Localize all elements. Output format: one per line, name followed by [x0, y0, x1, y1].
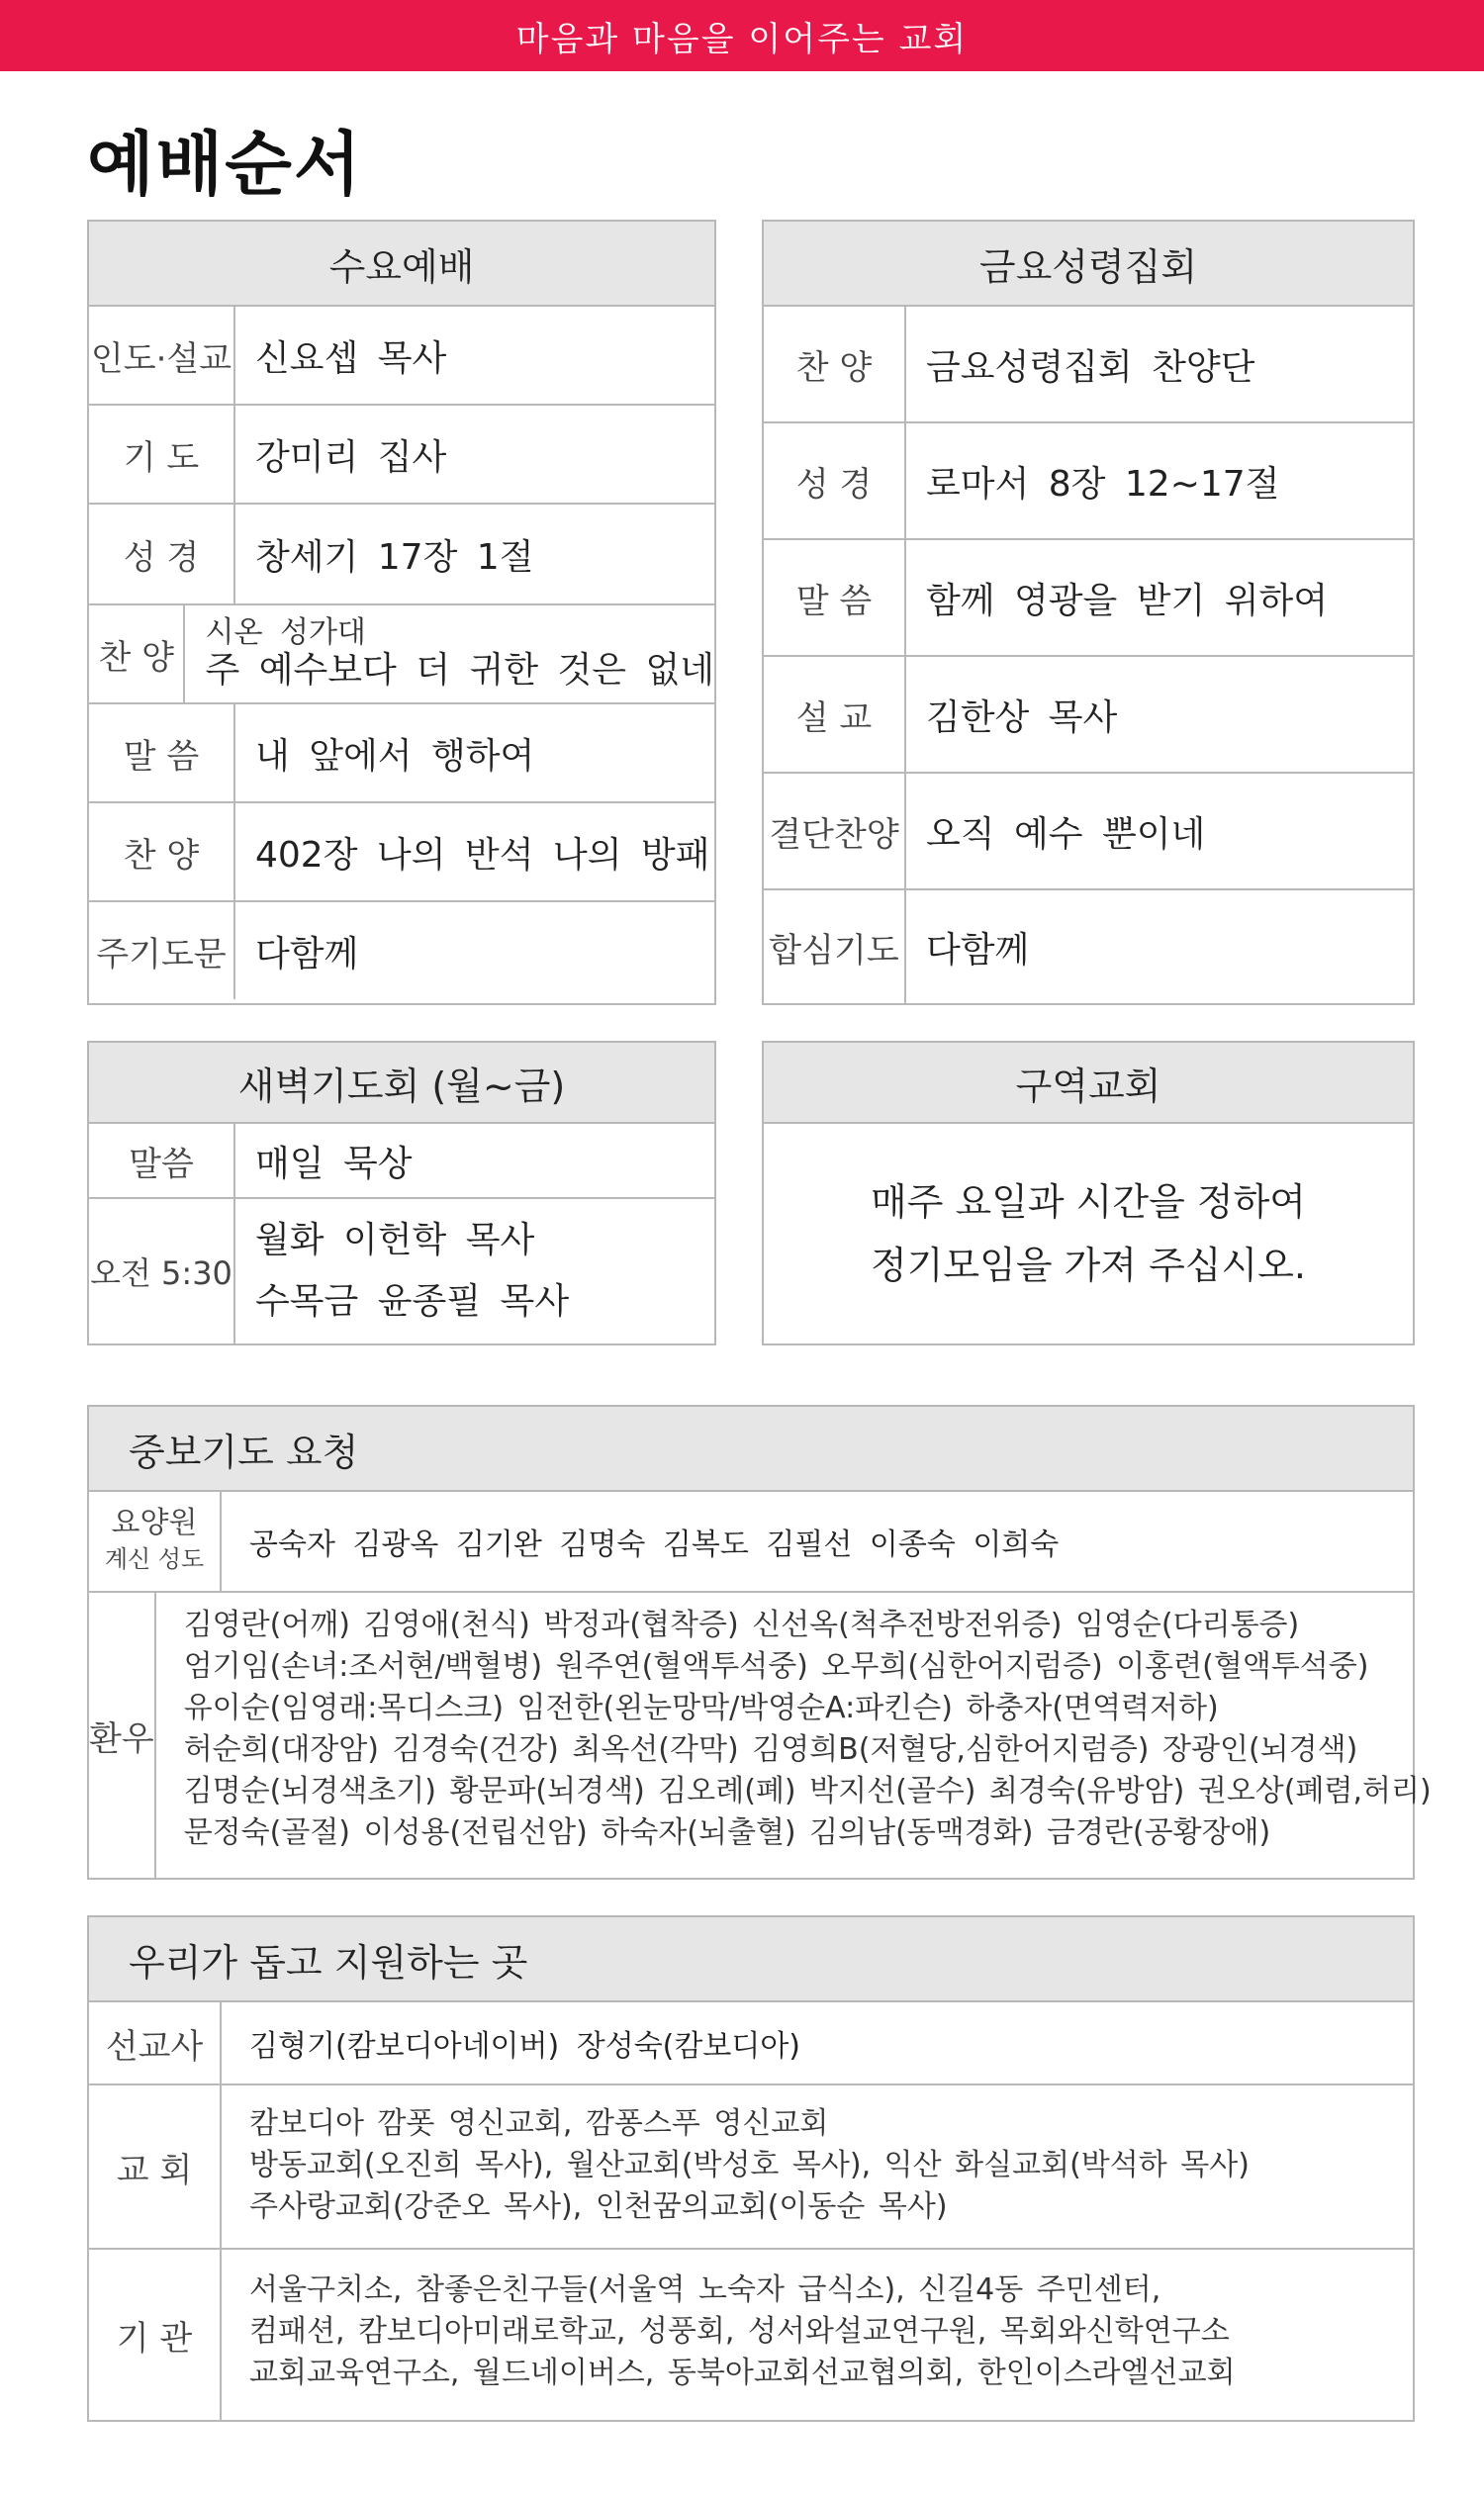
list-item: 허순희(대장암) 김경숙(건강) 최옥선(각막) 김영희B(저혈당,심한어지럼증) 장광인(뇌경색) [183, 1732, 1358, 1767]
support-title: 우리가 돕고 지원하는 곳 [89, 1917, 1413, 2002]
row-value: 강미리 집사 [255, 436, 447, 478]
row-label: 찬 양 [764, 307, 906, 421]
row-label: 주기도문 [89, 902, 235, 999]
row-label: 기 도 [89, 406, 235, 503]
page-title: 예배순서 [87, 124, 363, 205]
row-label: 선교사 [89, 2002, 222, 2084]
row-value: 오직 예수 뿐이네 [926, 813, 1206, 855]
list-item: 방동교회(오진희 목사), 월산교회(박성호 목사), 익산 화실교회(박석하 목사) [249, 2148, 1250, 2182]
list-item: 컴패션, 캄보디아미래로학교, 성풍회, 성서와설교연구원, 목회와신학연구소 [249, 2314, 1230, 2349]
list-item: 엄기임(손녀:조서현/백혈병) 원주연(혈액투석중) 오무희(심한어지럼증) 이홍련(혈액투석중) [183, 1649, 1369, 1684]
list-item: 김명순(뇌경색초기) 황문파(뇌경색) 김오례(폐) 박지선(골수) 최경숙(유방암) 권오상(폐렴,허리) [183, 1774, 1432, 1808]
table-row [89, 1593, 1432, 1878]
row-value: 창세기 17장 1절 [255, 536, 534, 578]
church-list [222, 2085, 1250, 2248]
table-row [89, 2085, 1413, 2250]
table-row [89, 2250, 1413, 2420]
district-church-box [762, 1041, 1415, 1345]
row-label: 말 씀 [89, 704, 235, 801]
row-label: 기 관 [89, 2250, 222, 2420]
district-title: 구역교회 [764, 1043, 1413, 1124]
row-value: 402장 나의 반석 나의 방패 [255, 834, 710, 876]
table-row [89, 406, 714, 505]
list-item: 캄보디아 깜폿 영신교회, 깜퐁스푸 영신교회 [249, 2106, 829, 2141]
care-label-2: 계신 성도 [104, 1545, 205, 1573]
support-box [87, 1915, 1415, 2422]
list-item: 주사랑교회(강준오 목사), 인천꿈의교회(이동순 목사) [249, 2189, 948, 2224]
table-row [89, 2002, 1413, 2085]
row-label: 오전 5:30 [89, 1199, 235, 1343]
table-row [89, 505, 714, 605]
row-value: 김한상 목사 [926, 696, 1118, 738]
row-label: 환우 [89, 1593, 156, 1878]
top-banner [0, 0, 1484, 71]
row-label: 찬 양 [89, 605, 185, 702]
table-row [764, 774, 1413, 890]
row-value: 다함께 [255, 933, 359, 974]
row-value: 공숙자 김광옥 김기완 김명숙 김복도 김필선 이종숙 이희숙 [249, 1528, 1060, 1562]
table-row [764, 540, 1413, 657]
table-row [764, 423, 1413, 540]
table-row [89, 704, 714, 803]
dawn-prayer-box [87, 1041, 716, 1345]
prayer-title: 중보기도 요청 [89, 1407, 1413, 1492]
notice-line-2: 정기모임을 가져 주십시오. [870, 1244, 1307, 1287]
row-label: 성 경 [764, 423, 906, 538]
row-label: 교 회 [89, 2085, 222, 2248]
row-label: 합심기도 [764, 890, 906, 1003]
dawn-title: 새벽기도회 (월~금) [89, 1043, 714, 1124]
row-value: 신요셉 목사 [255, 337, 447, 379]
row-label: 찬 양 [89, 803, 235, 900]
row-label [89, 1492, 222, 1591]
table-row [764, 307, 1413, 423]
row-label: 말씀 [89, 1124, 235, 1197]
patient-list [156, 1593, 1432, 1878]
org-list [222, 2250, 1236, 2420]
friday-gathering-box [762, 220, 1415, 1005]
row-value: 다함께 [926, 929, 1030, 971]
intercessory-prayer-box [87, 1405, 1432, 1880]
district-notice [764, 1124, 1413, 1343]
table-row [89, 307, 714, 406]
row-value [235, 1199, 569, 1343]
leader-line-2: 수목금 윤종필 목사 [255, 1281, 570, 1322]
banner-text: 마음과 마음을 이어주는 교회 [515, 19, 969, 59]
row-value: 내 앞에서 행하여 [255, 735, 535, 777]
row-value: 매일 묵상 [255, 1143, 413, 1184]
list-item: 김영란(어깨) 김영애(천식) 박정과(협착증) 신선옥(척추전방전위증) 임영순(다리통증) [183, 1608, 1300, 1642]
list-item: 서울구치소, 참좋은친구들(서울역 노숙자 급식소), 신길4동 주민센터, [249, 2272, 1161, 2307]
row-value [185, 605, 714, 702]
hymn-title: 주 예수보다 더 귀한 것은 없네 [205, 650, 714, 691]
row-value: 로마서 8장 12~17절 [926, 463, 1280, 505]
row-value: 김형기(캄보디아네이버) 장성숙(캄보디아) [249, 2029, 801, 2064]
choir-name: 시온 성가대 [205, 615, 366, 650]
list-item: 교회교육연구소, 월드네이버스, 동북아교회선교협의회, 한인이스라엘선교회 [249, 2356, 1236, 2390]
row-value: 금요성령집회 찬양단 [926, 346, 1255, 388]
list-item: 유이순(임영래:목디스크) 임전한(왼눈망막/박영순A:파킨슨) 하충자(면역력저하) [183, 1691, 1219, 1725]
row-label: 성 경 [89, 505, 235, 603]
table-row [89, 1124, 714, 1199]
wednesday-worship-box [87, 220, 716, 1005]
table-row [764, 657, 1413, 774]
table-row [89, 1492, 1413, 1593]
table-row [89, 1199, 714, 1343]
table-row [764, 890, 1413, 1003]
table-row [89, 902, 714, 999]
list-item: 문정숙(골절) 이성용(전립선암) 하숙자(뇌출혈) 김의남(동맥경화) 금경란(공황장애) [183, 1815, 1271, 1850]
notice-line-1: 매주 요일과 시간을 정하여 [870, 1180, 1307, 1224]
row-label: 설 교 [764, 657, 906, 772]
table-row [89, 605, 714, 704]
leader-line-1: 월화 이헌학 목사 [255, 1220, 535, 1260]
row-value: 함께 영광을 받기 위하여 [926, 580, 1329, 621]
care-label-1: 요양원 [111, 1506, 198, 1540]
table-row [89, 803, 714, 902]
row-label: 인도·설교 [89, 307, 235, 404]
row-label: 말 씀 [764, 540, 906, 655]
wednesday-title: 수요예배 [89, 222, 714, 307]
friday-title: 금요성령집회 [764, 222, 1413, 307]
row-label: 결단찬양 [764, 774, 906, 888]
